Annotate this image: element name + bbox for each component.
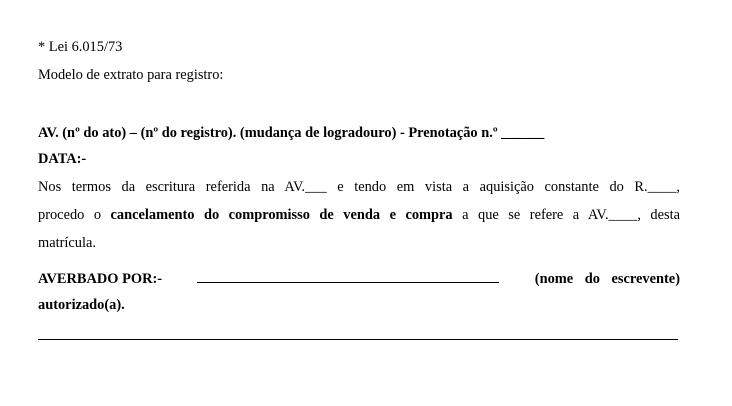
av-heading: AV. (nº do ato) – (nº do registro). (mudança de logradouro) - Prenotação n.º ______: [38, 125, 545, 141]
averbado-label: AVERBADO POR:-: [38, 271, 163, 287]
averbado-suffix: (nome do escrevente): [534, 271, 680, 287]
body-line-2: [38, 206, 680, 224]
body-line-3: matrícula.: [38, 235, 96, 251]
signature-rule: [38, 339, 678, 340]
averbado-row: [38, 268, 680, 288]
law-reference: * Lei 6.015/73: [38, 39, 123, 55]
data-label: DATA:-: [38, 151, 87, 167]
body-line-2-post: a que se refere a AV.____, desta: [452, 207, 681, 223]
body-line-2-pre: procedo o: [38, 207, 111, 223]
body-line-1: Nos termos da escritura referida na AV.___ e tendo em vista a aquisição constante do R.____,: [38, 179, 680, 195]
averbado-name-blank: [197, 268, 499, 283]
authorized-label: autorizado(a).: [38, 297, 125, 313]
body-line-2-bold: cancelamento do compromisso de venda e compra: [110, 207, 453, 223]
model-caption: Modelo de extrato para registro:: [38, 67, 224, 83]
